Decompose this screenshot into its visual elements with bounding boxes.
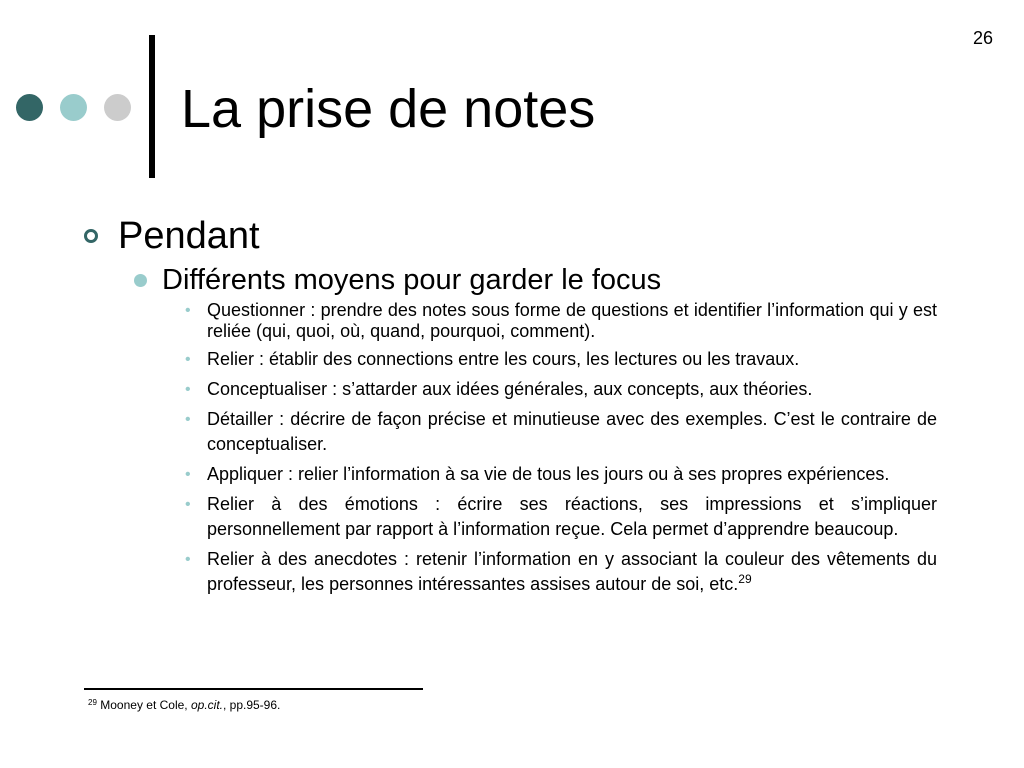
footnote-number: 29 [88,698,97,707]
footnote-rule [84,688,423,690]
list-item [185,300,937,342]
list-item-text: Questionner : prendre des notes sous forme de questions et identifier l’information qui y est reliée (qui, quoi, où, quand, pourquoi, comment). [207,300,937,341]
bullet-level1 [82,212,942,260]
dot-bullet-icon: • [185,496,191,513]
dot-bullet-icon: • [185,302,191,319]
dot-light-icon [60,94,87,121]
bullet-level2 [162,262,942,298]
list-item-text: Conceptualiser : s’attarder aux idées générales, aux concepts, aux théories. [207,379,813,399]
footnote-italic: op.cit. [190,698,223,712]
footnote-text: Mooney et Cole, [100,698,191,712]
list-item-text: Relier : établir des connections entre les cours, les lectures ou les travaux. [207,349,800,369]
dot-bullet-icon: • [185,551,191,568]
list-item [185,377,937,402]
slide-title: La prise de notes [181,79,596,139]
dot-bullet-icon: • [185,466,191,483]
footnote [88,697,280,713]
list-item-text: Relier à des émotions : écrire ses réactions, ses impressions et s’impliquer personnellement par rapport à l’information reçue. Cela permet d’apprendre beaucoup. [207,494,937,539]
list-item-text: Détailler : décrire de façon précise et minutieuse avec des exemples. C’est le contraire de conceptualiser. [207,409,937,454]
dot-bullet-icon: • [185,411,191,428]
list-item [185,547,937,597]
dot-grey-icon [104,94,131,121]
list-item-text: Appliquer : relier l’information à sa vie de tous les jours ou à ses propres expériences. [207,464,890,484]
title-divider [149,35,155,178]
list-item [185,492,937,542]
level1-text: Pendant [118,215,260,257]
dot-bullet-icon: • [185,381,191,398]
ring-bullet-icon [84,229,98,243]
dot-dark-icon [16,94,43,121]
bullet-list [185,300,937,597]
slide-number: 26 [972,28,993,48]
list-item [185,407,937,457]
level2-text: Différents moyens pour garder le focus [162,264,662,296]
footnote-pages: , pp.95-96. [222,698,281,712]
list-item-text: Relier à des anecdotes : retenir l’information en y associant la couleur des vêtements du professeur, les personnes intéressantes assises autour de soi, etc. [207,549,937,594]
list-item [185,462,937,487]
list-item [185,347,937,372]
slide-body [82,212,942,602]
footnote-reference: 29 [738,572,752,586]
dot-bullet-icon: • [185,351,191,368]
dot-bullet-icon [134,274,147,287]
